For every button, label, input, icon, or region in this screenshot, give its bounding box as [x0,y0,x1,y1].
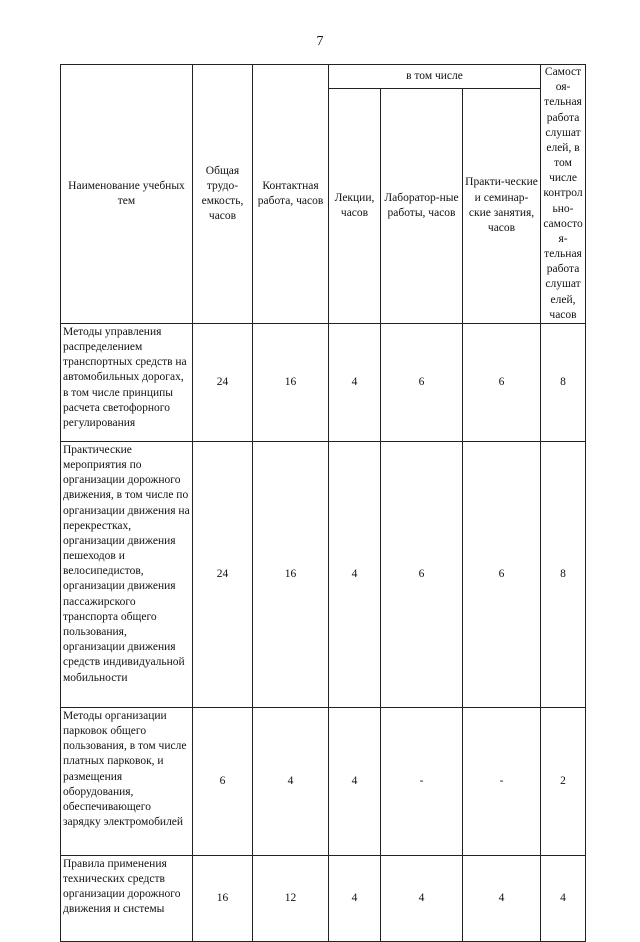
row-self-study: 4 [541,855,586,941]
row-labs: - [381,707,463,855]
row-contact: 4 [253,707,329,855]
row-topic: Правила применения технических средств организации дорожного движения и системы [61,855,193,941]
curriculum-table [60,64,586,942]
row-topic: Практические мероприятия по организации дорожного движения, в том числе по организации движения на перекрестках, организации движения пешеходов и велосипедистов, организации движения пассажирского транспорта общего пользования, организации движения средств индивидуальной мобильности [61,441,193,707]
row-self-study: 2 [541,707,586,855]
row-lectures: 4 [329,323,381,441]
header-topic: Наименование учебных тем [61,65,193,324]
row-self-study: 8 [541,323,586,441]
row-practice: 6 [463,441,541,707]
row-total: 24 [193,441,253,707]
table-row [61,323,586,441]
table-row [61,441,586,707]
header-contact: Контактная работа, часов [253,65,329,324]
header-labs: Лаборатор-ные работы, часов [381,88,463,323]
row-practice: 4 [463,855,541,941]
header-self-study: Самостоя-тельная работа слушателей, в том числе контрольно-самостоя-тельная работа слушателей, часов [541,65,586,324]
header-lectures: Лекции, часов [329,88,381,323]
row-total: 6 [193,707,253,855]
row-labs: 6 [381,323,463,441]
row-labs: 4 [381,855,463,941]
page-number: 7 [316,34,324,49]
table-header-row [61,65,586,89]
row-labs: 6 [381,441,463,707]
table-row [61,707,586,855]
row-topic: Методы управления распределением транспортных средств на автомобильных дорогах, в том числе принципы расчета светофорного регулирования [61,323,193,441]
row-self-study: 8 [541,441,586,707]
table-row [61,855,586,941]
row-contact: 16 [253,441,329,707]
header-total: Общая трудо-емкость, часов [193,65,253,324]
row-lectures: 4 [329,707,381,855]
row-topic: Методы организации парковок общего пользования, в том числе платных парковок, и размещения оборудования, обеспечивающего зарядку электромобилей [61,707,193,855]
row-total: 24 [193,323,253,441]
row-practice: - [463,707,541,855]
header-practice: Практи-ческие и семинар-ские занятия, часов [463,88,541,323]
row-contact: 12 [253,855,329,941]
row-lectures: 4 [329,855,381,941]
row-practice: 6 [463,323,541,441]
row-contact: 16 [253,323,329,441]
row-lectures: 4 [329,441,381,707]
row-total: 16 [193,855,253,941]
header-group-including: в том числе [329,65,541,89]
